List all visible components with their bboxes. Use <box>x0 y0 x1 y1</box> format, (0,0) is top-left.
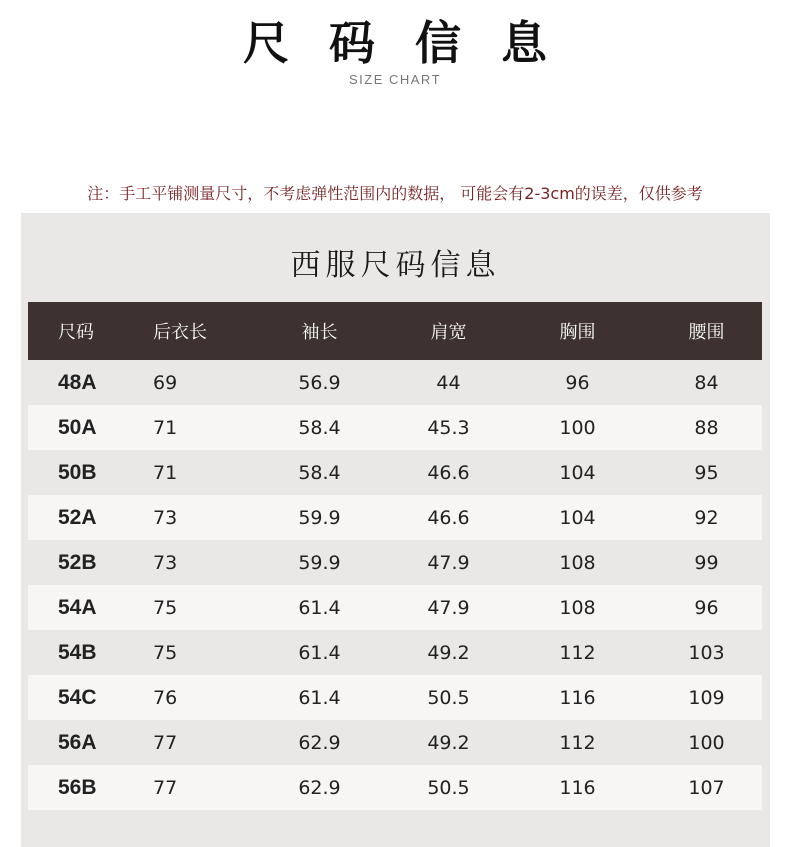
size-cell: 50B <box>58 460 97 484</box>
size-cell: 56B <box>58 775 97 799</box>
table-header <box>28 302 762 360</box>
column-header-waist: 腰围 <box>688 322 725 343</box>
sleeve-cell: 61.4 <box>298 641 341 664</box>
chest-cell: 116 <box>559 776 596 799</box>
back-length-cell: 71 <box>153 461 178 484</box>
chest-cell: 100 <box>559 416 596 439</box>
back-length-cell: 76 <box>153 686 178 709</box>
column-header-size: 尺码 <box>58 322 94 343</box>
shoulder-cell: 49.2 <box>427 731 470 754</box>
waist-cell: 92 <box>694 506 719 529</box>
waist-cell: 103 <box>688 641 725 664</box>
shoulder-cell: 47.9 <box>427 551 470 574</box>
measurement-note: 注：手工平铺测量尺寸，不考虑弹性范围内的数据， 可能会有2-3cm的误差，仅供参考 <box>87 184 703 203</box>
table-body <box>28 360 762 810</box>
size-cell: 54A <box>58 595 97 619</box>
waist-cell: 109 <box>688 686 725 709</box>
waist-cell: 107 <box>688 776 725 799</box>
waist-cell: 99 <box>694 551 719 574</box>
size-cell: 52B <box>58 550 97 574</box>
back-length-cell: 71 <box>153 416 178 439</box>
back-length-cell: 73 <box>153 551 178 574</box>
waist-cell: 84 <box>694 371 719 394</box>
sleeve-cell: 59.9 <box>298 551 341 574</box>
table-row <box>28 585 762 630</box>
sleeve-cell: 59.9 <box>298 506 341 529</box>
chest-cell: 116 <box>559 686 596 709</box>
shoulder-cell: 44 <box>436 371 461 394</box>
column-header-sleeve: 袖长 <box>301 322 338 343</box>
size-cell: 56A <box>58 730 97 754</box>
chest-cell: 112 <box>559 641 596 664</box>
table-row <box>28 540 762 585</box>
column-header-shoulder: 肩宽 <box>430 322 467 343</box>
waist-cell: 95 <box>694 461 719 484</box>
table-row <box>28 720 762 765</box>
sleeve-cell: 61.4 <box>298 686 341 709</box>
size-table <box>28 302 762 810</box>
waist-cell: 96 <box>694 596 719 619</box>
shoulder-cell: 50.5 <box>427 686 470 709</box>
sleeve-cell: 58.4 <box>298 461 341 484</box>
back-length-cell: 75 <box>153 641 178 664</box>
back-length-cell: 75 <box>153 596 178 619</box>
table-row <box>28 630 762 675</box>
size-cell: 52A <box>58 505 97 529</box>
size-cell: 50A <box>58 415 97 439</box>
back-length-cell: 73 <box>153 506 178 529</box>
size-cell: 54C <box>58 685 97 709</box>
shoulder-cell: 45.3 <box>427 416 470 439</box>
page-subtitle: SIZE CHART <box>348 72 442 87</box>
sleeve-cell: 58.4 <box>298 416 341 439</box>
size-cell: 54B <box>58 640 97 664</box>
table-row <box>28 405 762 450</box>
shoulder-cell: 47.9 <box>427 596 470 619</box>
back-length-cell: 69 <box>153 371 178 394</box>
table-row <box>28 765 762 810</box>
waist-cell: 100 <box>688 731 725 754</box>
page-title: 尺码信息 <box>243 16 587 70</box>
back-length-cell: 77 <box>153 731 178 754</box>
shoulder-cell: 49.2 <box>427 641 470 664</box>
table-row <box>28 675 762 720</box>
column-header-back-length: 后衣长 <box>153 322 207 343</box>
size-cell: 48A <box>58 370 97 394</box>
chest-cell: 96 <box>565 371 590 394</box>
chest-cell: 104 <box>559 506 596 529</box>
waist-cell: 88 <box>694 416 719 439</box>
table-row <box>28 495 762 540</box>
chest-cell: 104 <box>559 461 596 484</box>
shoulder-cell: 46.6 <box>427 506 470 529</box>
sleeve-cell: 56.9 <box>298 371 341 394</box>
sleeve-cell: 62.9 <box>298 731 341 754</box>
column-header-chest: 胸围 <box>559 322 596 343</box>
size-chart-panel <box>21 213 770 847</box>
back-length-cell: 77 <box>153 776 178 799</box>
chest-cell: 108 <box>559 551 596 574</box>
shoulder-cell: 46.6 <box>427 461 470 484</box>
chest-cell: 108 <box>559 596 596 619</box>
table-row <box>28 450 762 495</box>
panel-title: 西服尺码信息 <box>290 248 501 283</box>
shoulder-cell: 50.5 <box>427 776 470 799</box>
table-row <box>28 360 762 405</box>
sleeve-cell: 62.9 <box>298 776 341 799</box>
chest-cell: 112 <box>559 731 596 754</box>
sleeve-cell: 61.4 <box>298 596 341 619</box>
